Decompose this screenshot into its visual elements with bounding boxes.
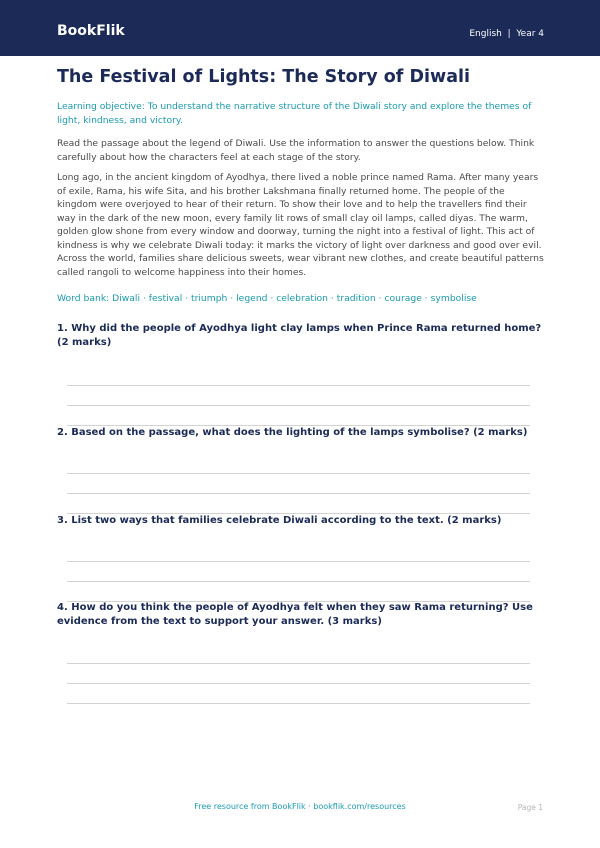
- question-2: 2. Based on the passage, what does the lighting of the lamps symbolise? (2 marks): [57, 427, 528, 438]
- answer-line[interactable]: [67, 663, 530, 664]
- page-number: Page 1: [517, 803, 543, 812]
- learning-objective: Learning objective: To understand the narrative structure of the Diwali story and explore the themes of light, kindness, and victory.: [57, 101, 532, 126]
- answer-line[interactable]: [67, 683, 530, 684]
- reading-passage: Long ago, in the ancient kingdom of Ayodhya, there lived a noble prince named Rama. After many years of exile, Rama, his wife Sita, and his brother Lakshmana finally returned home. The people of the kingdom were overjoyed to hear of their return. To show their love and to help the travellers find their way in the dark of the new moon, every family lit rows of small clay oil lamps, called diyas. The warm, golden glow shone from every window and doorway, turning the night into a festival of light. This act of kindness is why we celebrate Diwali today: it marks the victory of light over darkness and good over evil. Across the world, families share delicious sweets, wear vibrant new clothes, and create beautiful patterns called rangoli to welcome happiness into their homes.: [57, 172, 544, 278]
- answer-line[interactable]: [67, 561, 530, 562]
- answer-line[interactable]: [67, 581, 530, 582]
- answer-line[interactable]: [67, 703, 530, 704]
- question-3: 3. List two ways that families celebrate Diwali according to the text. (2 marks): [57, 515, 502, 526]
- word-bank: Word bank: Diwali · festival · triumph · legend · celebration · tradition · courage · symbolise: [57, 293, 477, 304]
- answer-line[interactable]: [67, 473, 530, 474]
- answer-line[interactable]: [67, 493, 530, 494]
- subject-year-label: English | Year 4: [469, 29, 544, 39]
- answer-line[interactable]: [67, 405, 530, 406]
- page-title: The Festival of Lights: The Story of Diwali: [57, 67, 471, 87]
- answer-line[interactable]: [67, 385, 530, 386]
- question-1: 1. Why did the people of Ayodhya light clay lamps when Prince Rama returned home? (2 marks): [57, 323, 542, 348]
- instructions: Read the passage about the legend of Diwali. Use the information to answer the questions below. Think carefully about how the characters feel at each stage of the story.: [57, 138, 535, 163]
- brand-logo[interactable]: BookFlik: [57, 23, 125, 39]
- header-bar: [0, 0, 600, 56]
- question-4: 4. How do you think the people of Ayodhya felt when they saw Rama returning? Use evidence from the text to support your answer. (3 marks): [57, 602, 533, 627]
- footer-resource-link[interactable]: Free resource from BookFlik · bookflik.com/resources: [194, 802, 406, 811]
